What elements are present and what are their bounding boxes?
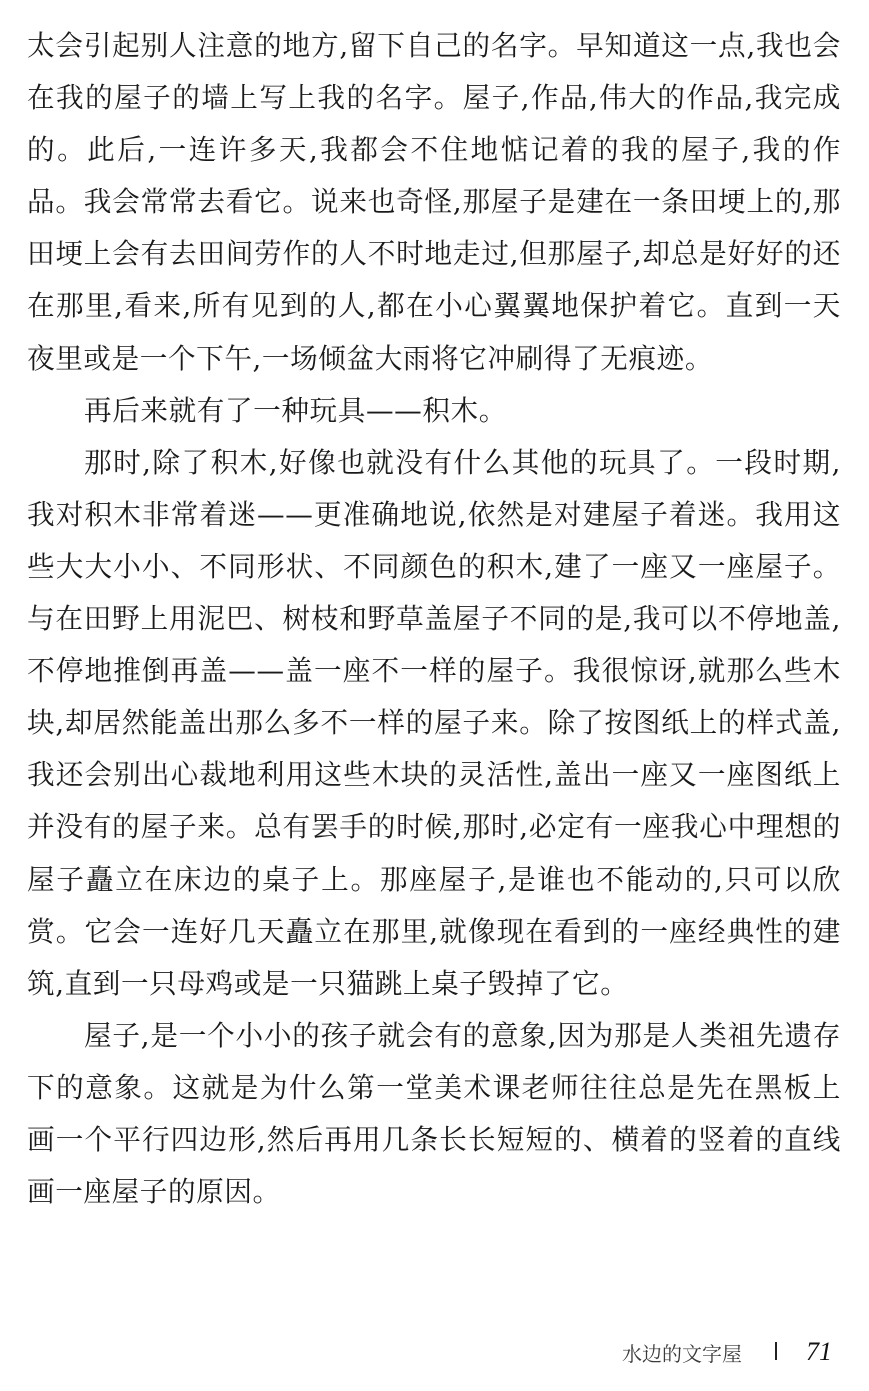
paragraph-3: 那时,除了积木,好像也就没有什么其他的玩具了。一段时期,我对积木非常着迷——更准确地说,依然是对建屋子着迷。我用这些大大小小、不同形状、不同颜色的积木,建了一座又一座屋子。与在田野上用泥巴、树枝和野草盖屋子不同的是,我可以不停地盖,不停地推倒再盖——盖一座不一样的屋子。我很惊讶,就那么些木块,却居然能盖出那么多不一样的屋子来。除了按图纸上的样式盖,我还会别出心裁地利用这些木块的灵活性,盖出一座又一座图纸上并没有的屋子来。总有罢手的时候,那时,必定有一座我心中理想的屋子矗立在床边的桌子上。那座屋子,是谁也不能动的,只可以欣赏。它会一连好几天矗立在那里,就像现在看到的一座经典性的建筑,直到一只母鸡或是一只猫跳上桌子毁掉了它。 <box>27 445 841 1000</box>
paragraph-1: 太会引起别人注意的地方,留下自己的名字。早知道这一点,我也会在我的屋子的墙上写上我的名字。屋子,作品,伟大的作品,我完成的。此后,一连许多天,我都会不住地惦记着的我的屋子,我的作品。我会常常去看它。说来也奇怪,那屋子是建在一条田埂上的,那田埂上会有去田间劳作的人不时地走过,但那屋子,却总是好好的还在那里,看来,所有见到的人,都在小心翼翼地保护着它。直到一天夜里或是一个下午,一场倾盆大雨将它冲刷得了无痕迹。 <box>27 29 841 375</box>
paragraph-2: 再后来就有了一种玩具——积木。 <box>84 393 507 427</box>
footer-separator <box>775 1342 777 1360</box>
page-number: 71 <box>806 1337 832 1366</box>
page-footer <box>0 1336 869 1372</box>
running-title: 水边的文字屋 <box>622 1342 742 1366</box>
paragraph-4: 屋子,是一个小小的孩子就会有的意象,因为那是人类祖先遗存下的意象。这就是为什么第一堂美术课老师往往总是先在黑板上画一个平行四边形,然后再用几条长长短短的、横着的竖着的直线画一座屋子的原因。 <box>27 1018 841 1209</box>
page-body <box>27 20 841 1218</box>
